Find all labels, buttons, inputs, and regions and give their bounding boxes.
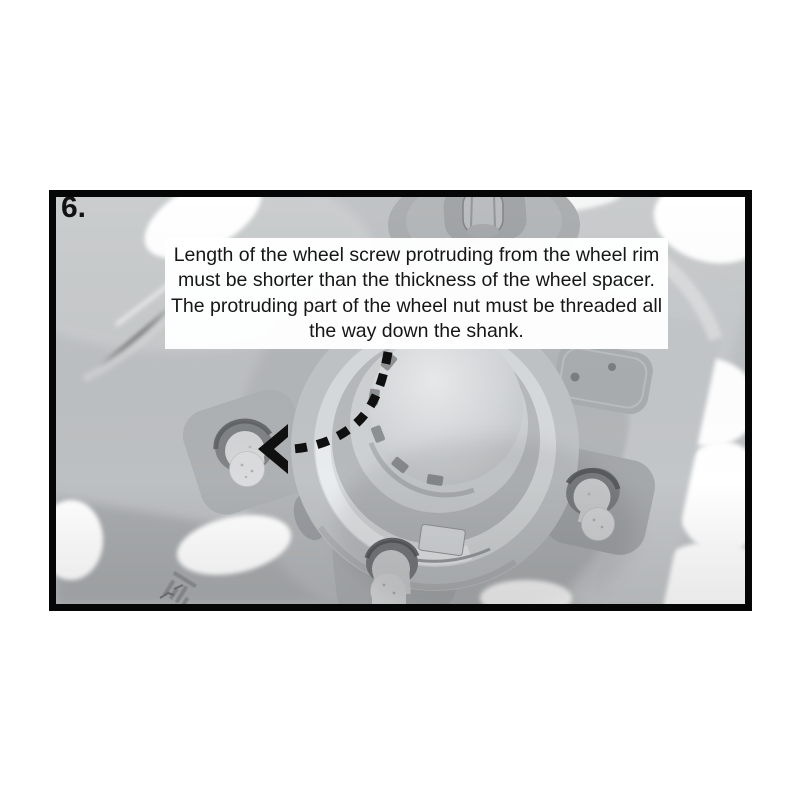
caption-line-3: The protruding part of the wheel nut must be threaded all (170, 294, 663, 317)
caption-line-4: the way down the shank. (309, 320, 524, 342)
caption-box (165, 238, 668, 349)
caption-line-2: must be shorter than the thickness of the wheel spacer. (178, 269, 655, 291)
step-number: 6. (61, 191, 87, 224)
instruction-figure (49, 190, 752, 611)
caption-line-1: Length of the wheel screw protruding from the wheel rim (173, 243, 660, 266)
